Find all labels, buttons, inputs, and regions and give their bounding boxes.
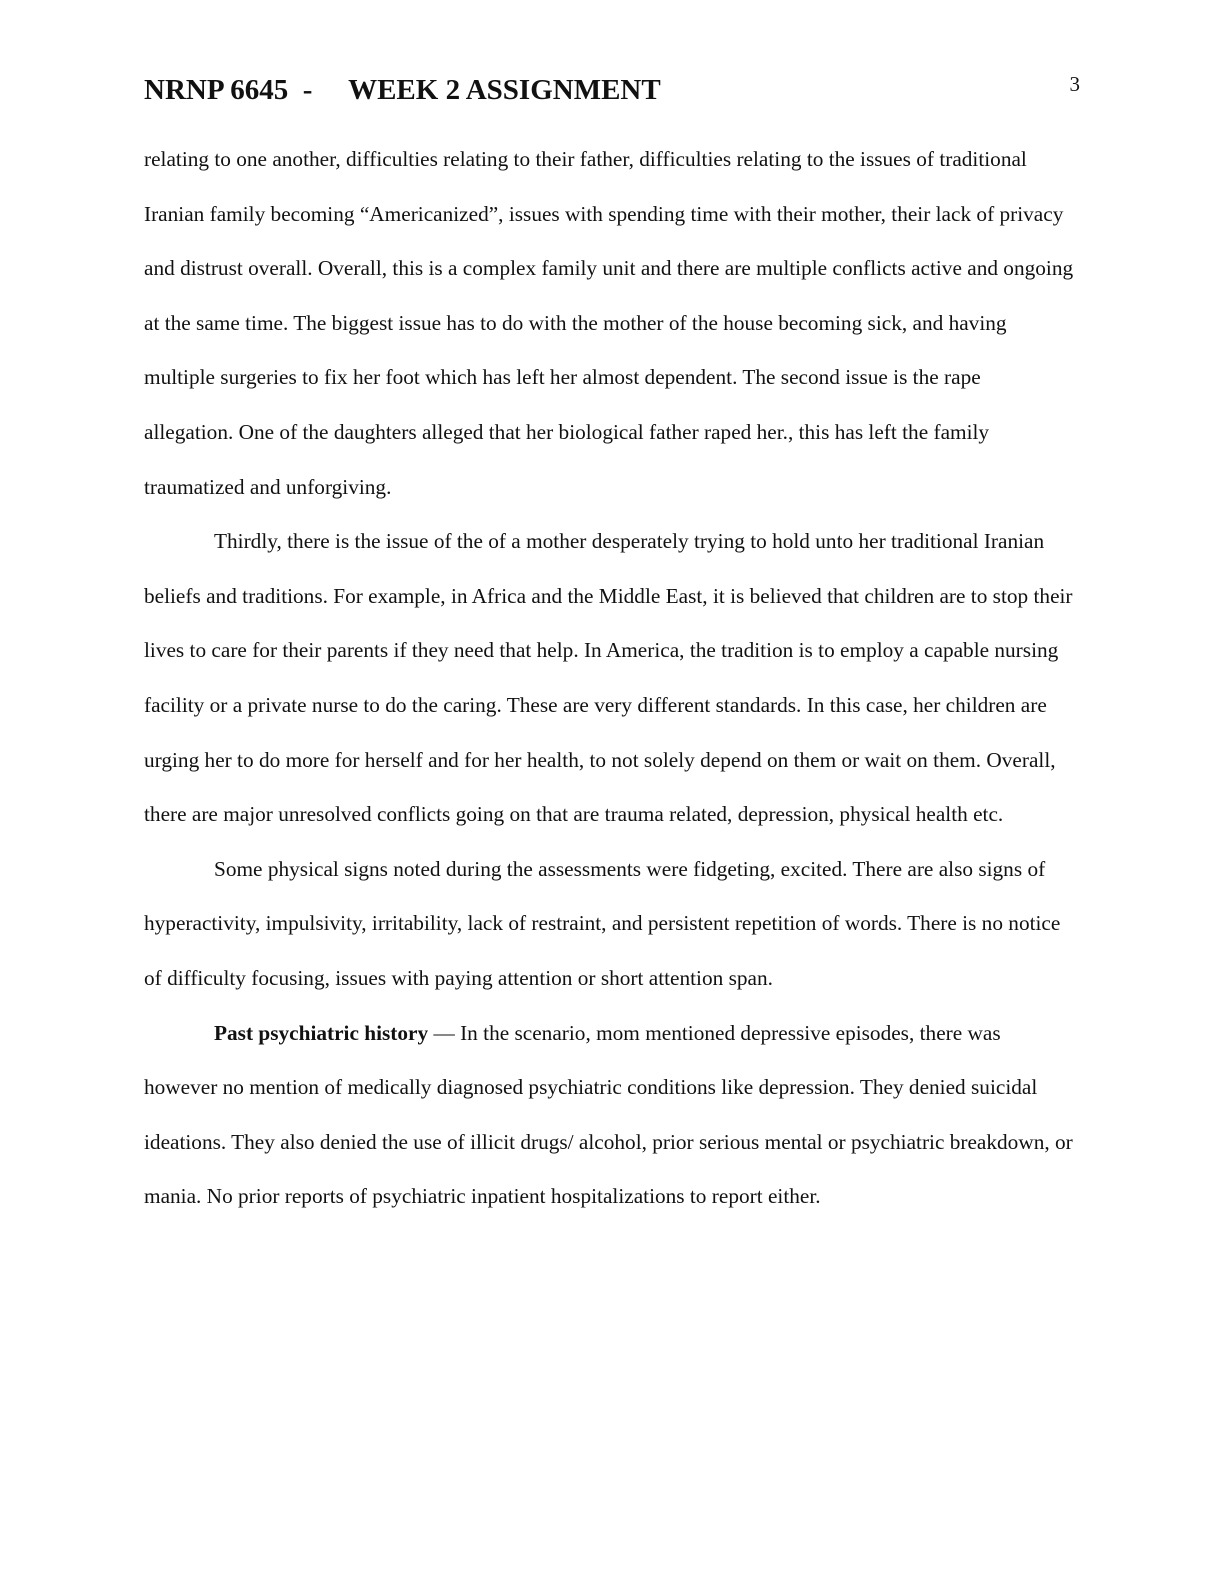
paragraph-physical-signs bbox=[144, 842, 1074, 1006]
paragraph-continuation bbox=[144, 132, 1074, 514]
paragraph-text: relating to one another, difficulties relating to their father, difficulties relating to the issues of traditional Iranian family becoming “Americanized”, issues with spending time with their mother, their lack of privacy and distrust overall. Overall, this is a complex family unit and there are multiple conflicts active and ongoing at the same time. The biggest issue has to do with the mother of the house becoming sick, and having multiple surgeries to fix her foot which has left her almost dependent. The second issue is the rape allegation. One of the daughters alleged that her biological father raped her., this has left the family traumatized and unforgiving. bbox=[144, 147, 1074, 499]
header-title: NRNP 6645 - WEEK 2 ASSIGNMENT bbox=[144, 74, 661, 106]
paragraph-lead-heading: Past psychiatric history bbox=[214, 1020, 429, 1045]
page-number: 3 bbox=[1069, 72, 1080, 96]
paragraph-traditions bbox=[144, 514, 1074, 842]
paragraph-past-psychiatric-history bbox=[144, 1006, 1074, 1224]
paragraph-text: Some physical signs noted during the assessments were fidgeting, excited. There are also signs of hyperactivity, impulsivity, irritability, lack of restraint, and persistent repetition of words. There is no notice of difficulty focusing, issues with paying attention or short attention span. bbox=[144, 856, 1061, 990]
paragraph-text: Thirdly, there is the issue of the of a mother desperately trying to hold unto her traditional Iranian beliefs and traditions. For example, in Africa and the Middle East, it is believed that children are to stop their lives to care for their parents if they need that help. In America, the tradition is to employ a capable nursing facility or a private nurse to do the caring. These are very different standards. In this case, her children are urging her to do more for herself and for her health, to not solely depend on them or wait on them. Overall, there are major unresolved conflicts going on that are trauma related, depression, physical health etc. bbox=[144, 529, 1073, 827]
paragraph-text: — In the scenario, mom mentioned depressive episodes, there was however no mention of medically diagnosed psychiatric conditions like depression. They denied suicidal ideations. They also denied the use of illicit drugs/ alcohol, prior serious mental or psychiatric breakdown, or mania. No prior reports of psychiatric inpatient hospitalizations to report either. bbox=[144, 1020, 1073, 1209]
page-header bbox=[144, 70, 1080, 110]
body-text bbox=[144, 132, 1074, 1224]
